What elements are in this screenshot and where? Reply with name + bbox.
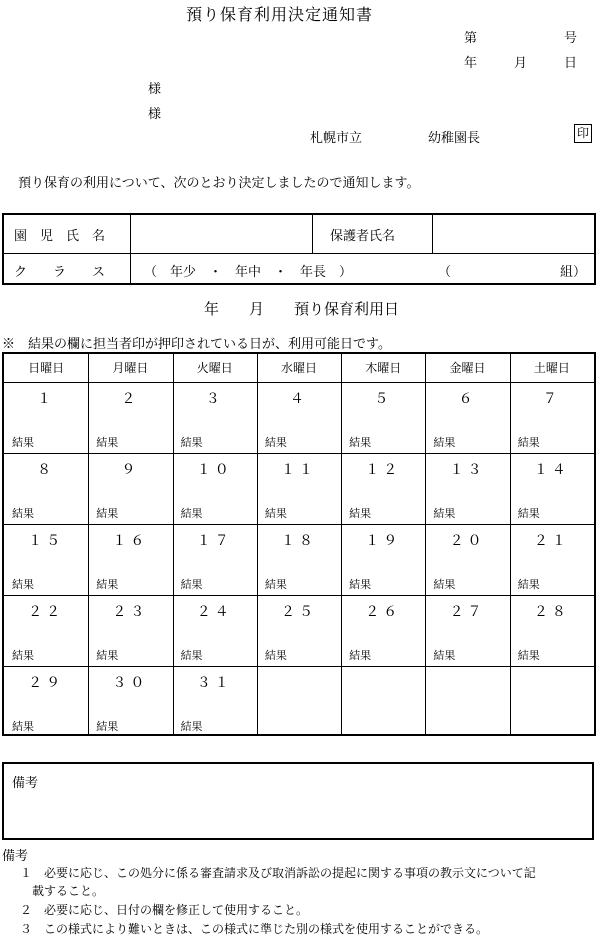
calendar-result-label: 結果 xyxy=(517,649,540,662)
calendar-day-cell[interactable] xyxy=(341,382,425,453)
info-divider xyxy=(312,215,313,253)
calendar-result-label: 結果 xyxy=(12,649,34,662)
class-options[interactable]: （ 年少 ・ 年中 ・ 年長 ） xyxy=(144,265,353,280)
calendar-note: ※ 結果の欄に担当者印が押印されている日が、利用可能日です。 xyxy=(2,337,391,352)
calendar-day-number: ３１ xyxy=(196,675,233,691)
info-divider xyxy=(432,215,433,253)
guardian-name-label: 保護者氏名 xyxy=(330,229,396,244)
remarks-box[interactable] xyxy=(2,762,594,840)
calendar-result-label: 結果 xyxy=(349,436,372,449)
class-label: ク ラ ス xyxy=(14,265,106,280)
calendar-result-label: 結果 xyxy=(433,578,456,591)
calendar-result-label: 結果 xyxy=(96,436,119,449)
calendar-day-cell[interactable] xyxy=(88,666,172,737)
calendar-day-cell[interactable] xyxy=(88,453,172,524)
calendar-day-number: ６ xyxy=(458,391,477,407)
calendar-day-cell[interactable] xyxy=(257,595,341,666)
calendar-day-number: ７ xyxy=(542,391,561,407)
group-open-paren: （ xyxy=(438,265,452,280)
calendar-day-cell[interactable] xyxy=(510,524,594,595)
calendar-month-title: 年 月 預り保育利用日 xyxy=(204,300,400,318)
number-suffix: 号 xyxy=(564,31,578,46)
calendar-day-number: １２ xyxy=(365,462,402,478)
calendar-day-cell[interactable] xyxy=(173,382,257,453)
issuer-city: 札幌市立 xyxy=(310,131,363,146)
seal-mark: 印 xyxy=(574,124,592,143)
calendar-result-label: 結果 xyxy=(349,649,372,662)
calendar-result-label: 結果 xyxy=(96,507,119,520)
info-divider xyxy=(130,215,131,283)
calendar-day-cell[interactable] xyxy=(4,382,88,453)
calendar-day-number: １６ xyxy=(112,533,149,549)
calendar-result-label: 結果 xyxy=(96,578,119,591)
calendar-day-number: ２０ xyxy=(449,533,486,549)
calendar-day-number: １４ xyxy=(533,462,570,478)
note-item: ２ 必要に応じ、日付の欄を修正して使用すること。 xyxy=(20,903,309,917)
calendar-day-cell[interactable] xyxy=(510,595,594,666)
guardian-name-field[interactable] xyxy=(438,219,590,249)
weekday-header: 土曜日 xyxy=(533,361,570,375)
weekday-header: 日曜日 xyxy=(28,361,65,375)
intro-text: 預り保育の利用について、次のとおり決定しましたので通知します。 xyxy=(18,176,420,191)
calendar-result-label: 結果 xyxy=(12,578,34,591)
calendar-result-label: 結果 xyxy=(12,436,34,449)
calendar-day-cell[interactable] xyxy=(4,595,88,666)
calendar-day-number: ２５ xyxy=(280,604,317,620)
calendar-result-label: 結果 xyxy=(180,436,203,449)
calendar-day-number: １８ xyxy=(280,533,317,549)
weekday-header: 火曜日 xyxy=(196,361,233,375)
calendar-day-number: ３０ xyxy=(112,675,149,691)
calendar-day-number: ２７ xyxy=(449,604,486,620)
notes-title: 備考 xyxy=(2,849,29,864)
note-item: 載すること。 xyxy=(20,884,105,898)
calendar-result-label: 結果 xyxy=(264,436,287,449)
calendar-result-label: 結果 xyxy=(264,578,287,591)
calendar-day-cell[interactable] xyxy=(425,595,509,666)
calendar-day-number: １５ xyxy=(28,533,65,549)
calendar-day-number: ９ xyxy=(121,462,140,478)
calendar-result-label: 結果 xyxy=(264,649,287,662)
child-name-label: 園 児 氏 名 xyxy=(14,229,106,244)
calendar-day-number: ５ xyxy=(374,391,393,407)
calendar-result-label: 結果 xyxy=(180,649,203,662)
calendar-day-cell[interactable] xyxy=(173,666,257,737)
note-item: ３ この様式により難いときは、この様式に準じた別の様式を使用することができる。 xyxy=(20,922,489,936)
child-name-field[interactable] xyxy=(136,219,308,249)
calendar-day-number: １７ xyxy=(196,533,233,549)
calendar-day-cell[interactable] xyxy=(425,524,509,595)
calendar-day-cell[interactable] xyxy=(88,595,172,666)
weekday-header: 木曜日 xyxy=(365,361,402,375)
calendar-day-number: ２６ xyxy=(365,604,402,620)
calendar-result-label: 結果 xyxy=(12,507,34,520)
calendar-result-label: 結果 xyxy=(180,578,203,591)
calendar-day-cell[interactable] xyxy=(425,453,509,524)
calendar-day-number: １３ xyxy=(449,462,486,478)
calendar-day-cell[interactable] xyxy=(510,382,594,453)
weekday-header: 金曜日 xyxy=(449,361,486,375)
calendar-day-cell[interactable] xyxy=(341,453,425,524)
calendar-result-label: 結果 xyxy=(517,578,540,591)
calendar-day-cell[interactable] xyxy=(510,453,594,524)
weekday-header: 月曜日 xyxy=(112,361,149,375)
calendar-day-number: ２８ xyxy=(533,604,570,620)
calendar-day-number: ３ xyxy=(205,391,224,407)
issuer-role: 幼稚園長 xyxy=(428,131,481,146)
calendar-day-cell[interactable] xyxy=(173,524,257,595)
calendar-day-number: ８ xyxy=(37,462,56,478)
info-table xyxy=(2,213,596,285)
calendar-day-cell[interactable] xyxy=(4,524,88,595)
calendar-result-label: 結果 xyxy=(180,720,203,733)
calendar-day-cell[interactable] xyxy=(88,382,172,453)
calendar-day-cell[interactable] xyxy=(257,453,341,524)
calendar-result-label: 結果 xyxy=(180,507,203,520)
calendar-day-cell[interactable] xyxy=(257,382,341,453)
calendar-day-number: ２ xyxy=(121,391,140,407)
calendar-day-number: ２４ xyxy=(196,604,233,620)
calendar-result-label: 結果 xyxy=(349,507,372,520)
calendar-day-number: ２１ xyxy=(533,533,570,549)
calendar-day-cell[interactable] xyxy=(341,524,425,595)
calendar-day-cell[interactable] xyxy=(88,524,172,595)
calendar-day-number: １９ xyxy=(365,533,402,549)
calendar-result-label: 結果 xyxy=(433,649,456,662)
recipient-honorific-1: 様 xyxy=(148,82,162,97)
weekday-header: 水曜日 xyxy=(280,361,317,375)
document-title: 預り保育利用決定通知書 xyxy=(186,5,374,24)
calendar-day-number: ２９ xyxy=(28,675,65,691)
calendar-day-cell[interactable] xyxy=(341,595,425,666)
calendar-result-label: 結果 xyxy=(433,507,456,520)
calendar-result-label: 結果 xyxy=(96,649,119,662)
calendar-day-number: ４ xyxy=(289,391,308,407)
calendar-day-number: １ xyxy=(37,391,56,407)
calendar-result-label: 結果 xyxy=(433,436,456,449)
calendar-result-label: 結果 xyxy=(96,720,119,733)
calendar-day-number: ２２ xyxy=(28,604,65,620)
date-month: 月 xyxy=(514,56,528,71)
calendar-day-cell[interactable] xyxy=(4,666,88,737)
calendar-result-label: 結果 xyxy=(12,720,34,733)
calendar-day-cell[interactable] xyxy=(173,453,257,524)
calendar-result-label: 結果 xyxy=(517,507,540,520)
date-day: 日 xyxy=(564,56,578,71)
calendar-day-number: １０ xyxy=(196,462,233,478)
number-prefix: 第 xyxy=(464,31,478,46)
recipient-honorific-2: 様 xyxy=(148,107,162,122)
calendar-day-number: ２３ xyxy=(112,604,149,620)
calendar-day-cell[interactable] xyxy=(4,453,88,524)
group-close-paren: 組） xyxy=(560,265,587,280)
calendar-day-number: １１ xyxy=(280,462,317,478)
calendar-result-label: 結果 xyxy=(349,578,372,591)
calendar-result-label: 結果 xyxy=(264,507,287,520)
calendar-day-cell[interactable] xyxy=(173,595,257,666)
calendar-day-cell[interactable] xyxy=(425,382,509,453)
date-year: 年 xyxy=(464,56,478,71)
calendar-result-label: 結果 xyxy=(517,436,540,449)
calendar-grid xyxy=(2,352,596,736)
remarks-label: 備考 xyxy=(12,776,39,791)
calendar-day-cell[interactable] xyxy=(257,524,341,595)
note-item: １ 必要に応じ、この処分に係る審査請求及び取消訴訟の提起に関する事項の教示文について記 xyxy=(20,866,536,880)
